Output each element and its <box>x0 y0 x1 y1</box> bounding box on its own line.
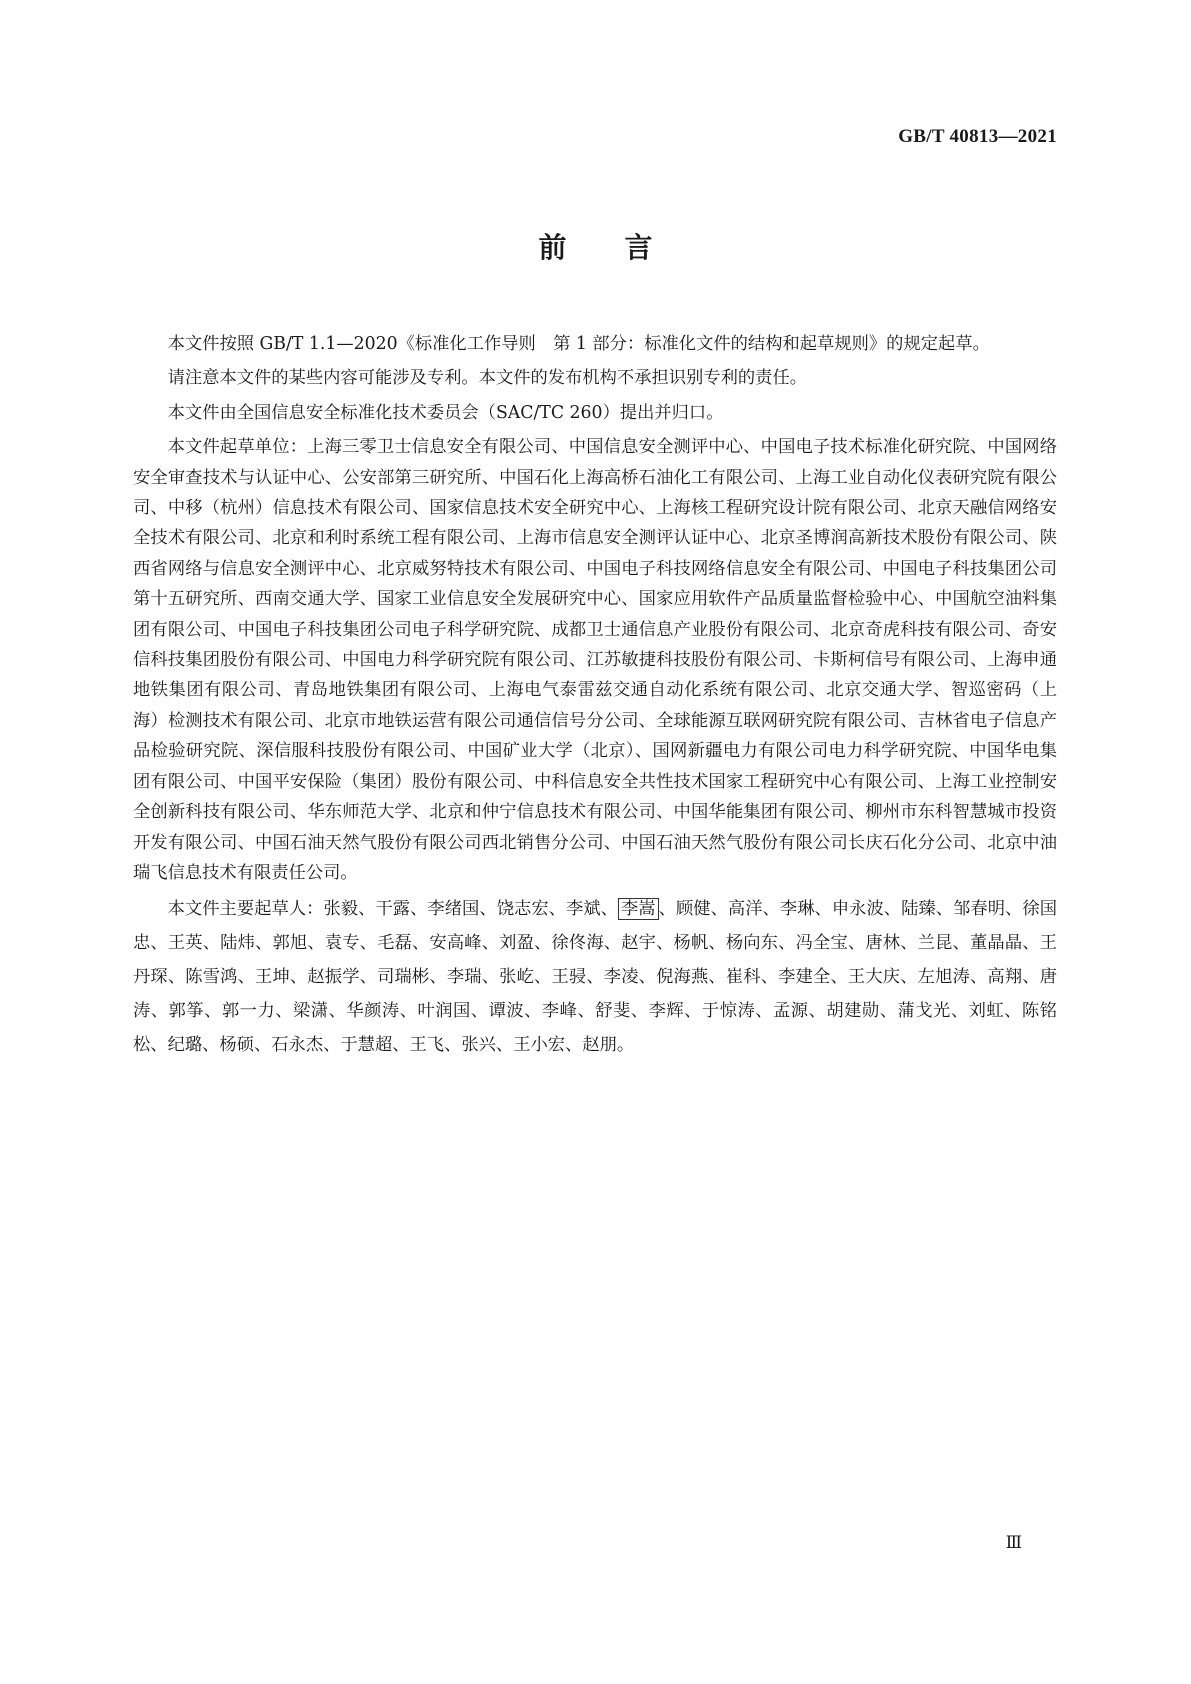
page-number: Ⅲ <box>1005 1533 1022 1552</box>
preface-body <box>133 329 1057 1062</box>
paragraph-drafters <box>133 892 1057 1062</box>
paragraph-drafting-units: 本文件起草单位：上海三零卫士信息安全有限公司、中国信息安全测评中心、中国电子技术标准化研究院、中国网络安全审查技术与认证中心、公安部第三研究所、中国石化上海高桥石油化工有限公司、上海工业自动化仪表研究院有限公司、中移（杭州）信息技术有限公司、国家信息技术安全研究中心、上海核工程研究设计院有限公司、北京天融信网络安全技术有限公司、北京和利时系统工程有限公司、上海市信息安全测评认证中心、北京圣博润高新技术股份有限公司、陕西省网络与信息安全测评中心、北京威努特技术有限公司、中国电子科技网络信息安全有限公司、中国电子科技集团公司第十五研究所、西南交通大学、国家工业信息安全发展研究中心、国家应用软件产品质量监督检验中心、中国航空油料集团有限公司、中国电子科技集团公司电子科学研究院、成都卫士通信息产业股份有限公司、北京奇虎科技有限公司、奇安信科技集团股份有限公司、中国电力科学研究院有限公司、江苏敏捷科技股份有限公司、卡斯柯信号有限公司、上海申通地铁集团有限公司、青岛地铁集团有限公司、上海电气泰雷兹交通自动化系统有限公司、北京交通大学、智巡密码（上海）检测技术有限公司、北京市地铁运营有限公司通信信号分公司、全球能源互联网研究院有限公司、吉林省电子信息产品检验研究院、深信服科技股份有限公司、中国矿业大学（北京）、国网新疆电力有限公司电力科学研究院、中国华电集团有限公司、中国平安保险（集团）股份有限公司、中科信息安全共性技术国家工程研究中心有限公司、上海工业控制安全创新科技有限公司、华东师范大学、北京和仲宁信息技术有限公司、中国华能集团有限公司、柳州市东科智慧城市投资开发有限公司、中国石油天然气股份有限公司西北销售分公司、中国石油天然气股份有限公司长庆石化分公司、北京中油瑞飞信息技术有限责任公司。 <box>133 437 1057 883</box>
paragraph-patent: 请注意本文件的某些内容可能涉及专利。本文件的发布机构不承担识别专利的责任。 <box>167 368 808 389</box>
standard-number: GB/T 40813—2021 <box>898 126 1057 147</box>
boxed-name: 李嵩 <box>618 898 659 920</box>
drafters-rest: 、顾健、高洋、李琳、申永波、陆臻、邹春明、徐国忠、王英、陆炜、郭旭、袁专、毛磊、安高峰、刘盈、徐佟海、赵宇、杨帆、杨向东、冯全宝、唐林、兰昆、董晶晶、王丹琛、陈雪鸿、王坤、赵振学、司瑞彬、李瑞、张屹、王骎、李凌、倪海燕、崔科、李建全、王大庆、左旭涛、高翔、唐涛、郭筝、郭一力、梁潇、华颜涛、叶润国、谭波、李峰、舒斐、李辉、于惊涛、孟源、胡建勋、蒲戈光、刘虹、陈铭松、纪璐、杨硕、石永杰、于慧超、王飞、张兴、王小宏、赵朋。 <box>133 899 1057 1056</box>
page-title: 前言 <box>538 231 711 264</box>
drafters-lead: 本文件主要起草人：张毅、干露、李绪国、饶志宏、李斌、 <box>167 899 618 920</box>
paragraph-basis: 本文件按照 GB/T 1.1—2020《标准化工作导则 第 1 部分：标准化文件的结构和起草规则》的规定起草。 <box>167 334 990 354</box>
paragraph-proposer: 本文件由全国信息安全标准化技术委员会（SAC/TC 260）提出并归口。 <box>167 402 724 423</box>
